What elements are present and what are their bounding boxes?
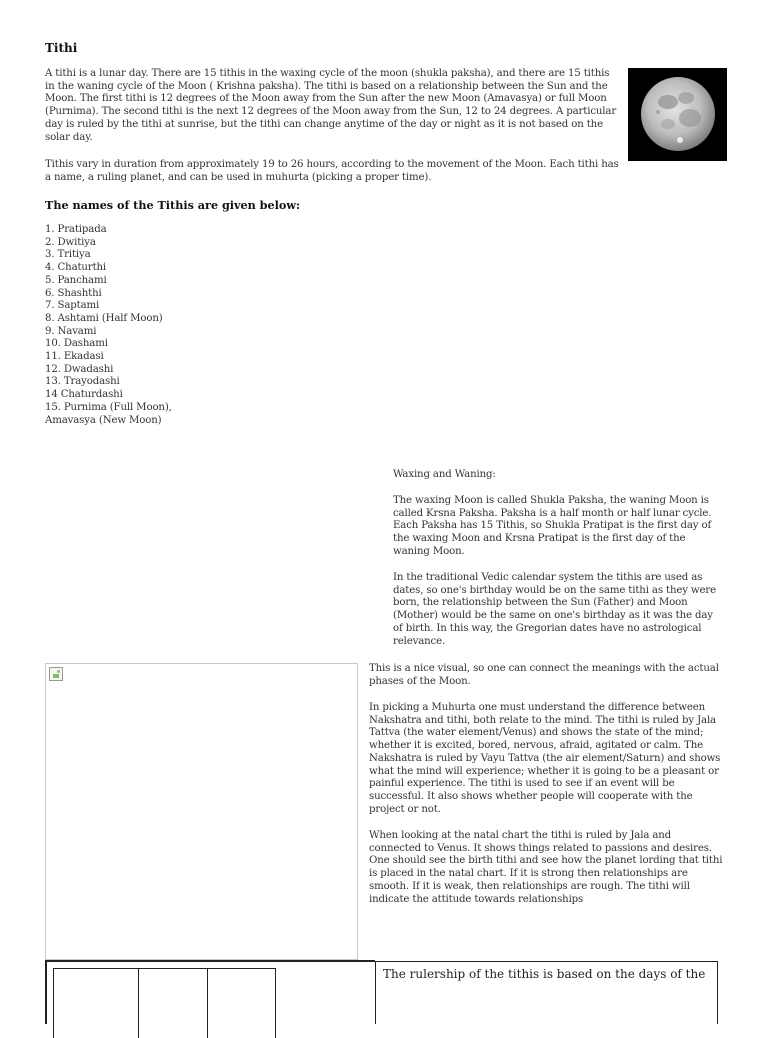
list-item: 7. Saptami — [45, 300, 100, 312]
list-item: 8. Ashtami (Half Moon) — [45, 312, 163, 324]
tithi-list — [45, 224, 172, 427]
rulership-text: The rulership of the tithis is based on the days of the — [383, 967, 706, 981]
moon-icon — [628, 68, 727, 161]
intro-paragraph-2: Tithis vary in duration from approximately 19 to 26 hours, according to the movement of the Moon. Each tithi has a name, a ruling planet, and can be used in muhurta (picking a proper time). — [45, 159, 619, 183]
table-cell — [53, 968, 139, 1038]
table-cell — [138, 968, 208, 1038]
waxing-heading: Waxing and Waning: — [393, 469, 496, 480]
intro-paragraph-1: A tithi is a lunar day. There are 15 tithis in the waxing cycle of the moon (shukla paksha), and there are 15 tithis in the waning cycle of the Moon ( Krishna paksha). The tithi is based on a relationship between the Sun and the Moon. The first tithi is 12 degrees of the Moon away from the Sun after the new Moon (Amavasya) or full Moon (Purnima). The second tithi is the next 12 degrees of the Moon away from the Sun, 12 to 24 degrees. A particular day is ruled by the tithi at sunrise, but the tithi can change anytime of the day or night as it is not based on the solar day. — [45, 68, 617, 143]
tithi-names-heading: The names of the Tithis are given below: — [45, 198, 301, 212]
list-item: 3. Tritiya — [45, 249, 91, 261]
list-item: 13. Trayodashi — [45, 376, 120, 388]
page-title: Tithi — [45, 41, 78, 55]
list-item: 5. Panchami — [45, 274, 107, 286]
list-item: 1. Pratipada — [45, 224, 107, 235]
rulership-table — [45, 960, 375, 1024]
list-item: 15. Purnima (Full Moon), — [45, 401, 172, 413]
waxing-paragraph-1: The waxing Moon is called Shukla Paksha, the waning Moon is called Krsna Paksha. Paksha is a half month or half lunar cycle. Each Paksha has 15 Tithis, so Shukla Pratipat is the first day of the waxing Moon and Krsna Pratipat is the first day of the waning Moon. — [393, 495, 712, 557]
visual-paragraph-3: When looking at the natal chart the tithi is ruled by Jala and connected to Venus. It shows things related to passions and desires. One should see the birth tithi and see how the planet lording that tithi is placed in the natal chart. If it is strong then relationships are smooth. If it is weak, then relationships are rough. The tithi will indicate the attitude towards relationships — [369, 830, 723, 905]
list-item: 9. Navami — [45, 325, 97, 337]
broken-image-icon — [49, 667, 63, 681]
list-item: 14 Chaturdashi — [45, 389, 123, 401]
list-item: 12. Dwadashi — [45, 363, 114, 375]
waxing-paragraph-2: In the traditional Vedic calendar system the tithis are used as dates, so one's birthday would be on the same tithi as they were born, the relationship between the Sun (Father) and Moon (Mother) would be the same on one's birthday as it was the day of birth. In this way, the Gregorian dates have no astrological relevance. — [393, 572, 716, 647]
list-item: 11. Ekadasi — [45, 351, 104, 363]
moon-phases-image — [45, 663, 358, 960]
list-item: Amavasya (New Moon) — [45, 414, 162, 426]
visual-paragraph-2: In picking a Muhurta one must understand the difference between Nakshatra and tithi, both relate to the mind. The tithi is ruled by Jala Tattva (the water element/Venus) and shows the state of the mind; whether it is excited, bored, nervous, afraid, agitated or calm. The Nakshatra is ruled by Vayu Tattva (the air element/Saturn) and shows what the mind will experience; whether it is going to be a pleasant or painful experience. The tithi is used to see if an event will be successful. It also shows whether people will cooperate with the project or not. — [369, 702, 721, 815]
list-item: 4. Chaturthi — [45, 262, 107, 274]
list-item: 10. Dashami — [45, 338, 108, 350]
list-item: 6. Shashthi — [45, 287, 102, 299]
table-cell — [207, 968, 276, 1038]
list-item: 2. Dwitiya — [45, 236, 96, 248]
rulership-text-box — [375, 961, 718, 1024]
visual-paragraph-1: This is a nice visual, so one can connect the meanings with the actual phases of the Moon. — [369, 663, 719, 687]
full-moon-photo — [628, 68, 727, 161]
